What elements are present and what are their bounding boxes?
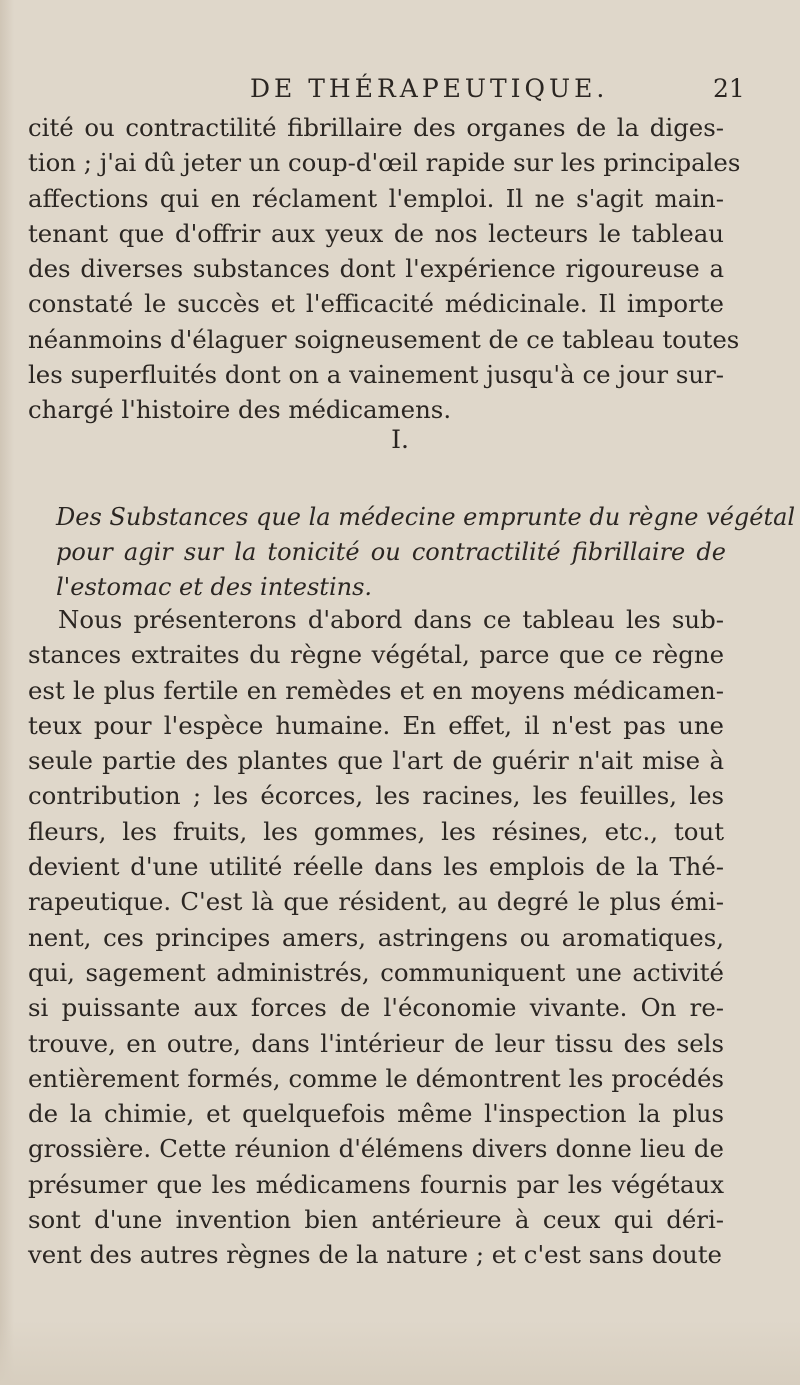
text-line: si puissante aux forces de l'économie vivante. On re- — [28, 993, 724, 1023]
text-line: les superfluités dont on a vainement jusqu'à ce jour sur- — [28, 360, 724, 390]
text-line: est le plus fertile en remèdes et en moyens médicamen- — [28, 675, 724, 705]
page-gutter-shadow — [0, 0, 14, 1385]
text-line: affections qui en réclament l'emploi. Il ne s'agit main- — [28, 183, 724, 213]
text-line: Nous présenterons d'abord dans ce tableau les sub- — [58, 605, 724, 634]
text-line: fleurs, les fruits, les gommes, les résines, etc., tout — [28, 816, 724, 846]
text-line: cité ou contractilité fibrillaire des organes de la diges- — [28, 113, 724, 142]
text-line: qui, sagement administrés, communiquent une activité — [28, 957, 724, 987]
text-line: tenant que d'offrir aux yeux de nos lecteurs le tableau — [28, 218, 724, 248]
page-number: 21 — [713, 74, 745, 103]
text-line: néanmoins d'élaguer soigneusement de ce tableau toutes — [28, 324, 740, 354]
text-line: grossière. Cette réunion d'élémens divers donne lieu de — [28, 1134, 724, 1164]
text-line: constaté le succès et l'efficacité médicinale. Il importe — [28, 289, 724, 319]
text-line: chargé l'histoire des médicamens. — [28, 395, 452, 425]
section-title-line: pour agir sur la tonicité ou contractilité fibrillaire de — [56, 538, 726, 566]
text-line: de la chimie, et quelquefois même l'inspection la plus — [28, 1099, 724, 1129]
text-line: contribution ; les écorces, les racines, les feuilles, les — [28, 781, 724, 811]
section-title-line: l'estomac et des intestins. — [56, 573, 373, 601]
paragraph-2 — [28, 602, 724, 1273]
text-line: devient d'une utilité réelle dans les emplois de la Thé- — [28, 852, 724, 882]
text-line: stances extraites du règne végétal, parce que ce règne — [28, 640, 724, 670]
text-line: trouve, en outre, dans l'intérieur de leur tissu des sels — [28, 1028, 724, 1058]
text-line: seule partie des plantes que l'art de guérir n'ait mise à — [28, 746, 724, 776]
section-number: I. — [391, 425, 409, 454]
running-head: DE THÉRAPEUTIQUE. — [250, 74, 609, 103]
page-bottom-shade — [0, 1320, 800, 1385]
text-line: présumer que les médicamens fournis par les végétaux — [28, 1169, 724, 1199]
text-line: nent, ces principes amers, astringens ou aromatiques, — [28, 922, 724, 952]
section-title — [56, 500, 796, 605]
text-line: entièrement formés, comme le démontrent les procédés — [28, 1063, 724, 1093]
paragraph-1 — [28, 110, 741, 428]
text-line: des diverses substances dont l'expérience rigoureuse a — [28, 254, 724, 284]
page-header — [0, 74, 800, 108]
text-line: vent des autres règnes de la nature ; et c'est sans doute — [28, 1240, 722, 1270]
text-line: rapeutique. C'est là que résident, au degré le plus émi- — [28, 887, 724, 917]
section-title-line: Des Substances que la médecine emprunte du règne végétal — [56, 503, 796, 531]
text-line: sont d'une invention bien antérieure à ceux qui déri- — [28, 1205, 724, 1235]
text-line: tion ; j'ai dû jeter un coup-d'œil rapide sur les principales — [28, 148, 741, 178]
text-line: teux pour l'espèce humaine. En effet, il n'est pas une — [28, 710, 724, 740]
